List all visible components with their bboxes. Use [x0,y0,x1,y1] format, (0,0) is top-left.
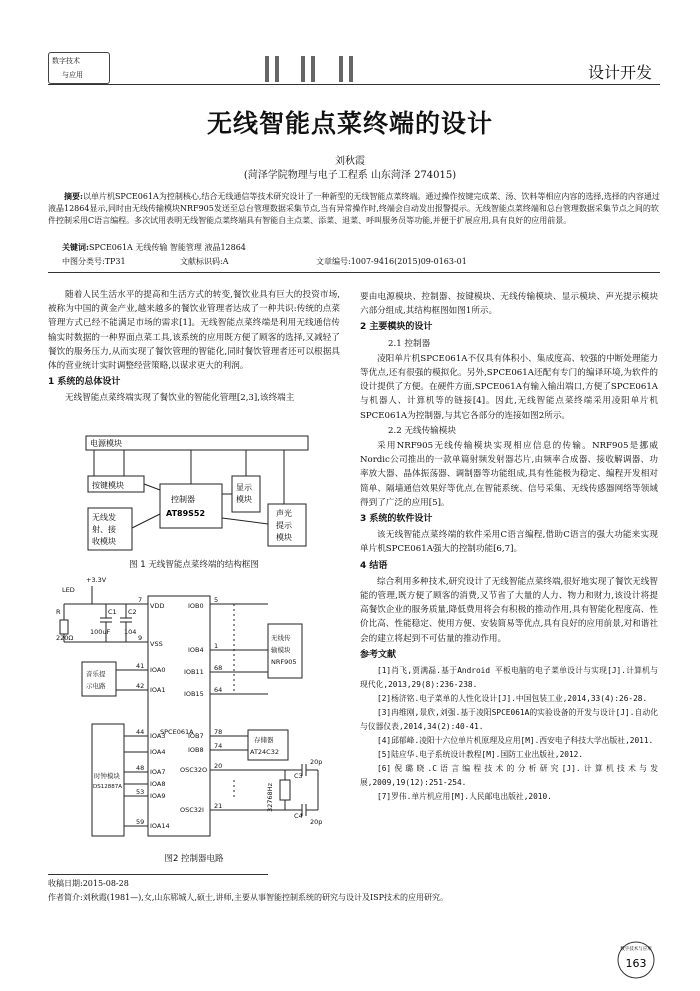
reference-3: [3]冉维刚,景欣,刘强.基于凌阳SPCE061A的实验设备的开发与设计[J].自动化与仪器仪表,2014,34(2):40-41. [360,708,658,732]
wireless-label-1: 无线发 [92,513,116,522]
pin-num-7: 7 [138,596,143,604]
sound-label-2: 提示 [276,521,292,530]
pin-num-41: 41 [136,662,145,670]
c3-label: C3 [294,772,303,780]
display-module-box [232,476,260,512]
c3-value: 20p [310,758,323,766]
pin-ioa8: IOA8 [150,780,166,788]
abstract-rule [48,272,660,273]
keywords-label: 关键词: [62,242,89,252]
abstract-text: 以单片机SPCE061A为控制核心,结合无线通信等技术研究设计了一种新型的无线智能点菜终端。通过操作按键完成菜、汤、饮料等相应内容的选择,选择的内容通过液晶12864显示,同时由无线传输模块NRF905发送至总台管理数据采集节点,当有异常操作时,终端会自动发出报警提示。无线智能点菜终端和总台管理数据采集节点之间的软件控制采用C语言编程。多次试用表明无线智能点菜终端具有智能自主点菜、添菜、退菜、呼叫服务员等功能,并便于扩展应用,具有良好的应用前景。 [48,192,660,225]
pin-ioa9: IOA9 [150,792,166,800]
author-bio: 作者简介:刘秋霞(1981—),女,山东郓城人,硕士,讲师,主要从事智能控制系统的研究与设计及ISP技术的应用研究。 [48,893,449,902]
pin-num-1: 1 [214,642,219,650]
abstract [48,190,660,227]
clock-label-1: 时钟模块 [94,772,120,780]
pin-vss: VSS [150,640,163,648]
figure-2-controller-circuit [56,574,338,848]
reference-2: [2]杨济铭.电子菜单的人性化设计[J].中国包装工业,2014,33(4):26-28. [377,694,648,704]
reference-4: [4]邱郁峰.凌阳十六位单片机原理及应用[M].西安电子科技大学出版社,2011. [377,736,654,746]
controller-label: 控制器 [171,495,195,504]
chip-label: SPCE061A [160,728,194,736]
power-module-label: 电源模块 [90,439,122,448]
reference-7: [7]罗伟.单片机应用[M].人民邮电出版社,2010. [377,792,552,802]
keywords [62,242,246,253]
reference-5: [5]陆应华.电子系统设计教程[M].国防工业出版社,2012. [377,750,584,760]
music-circuit-box [82,662,116,696]
pin-ioa0: IOA0 [150,666,166,674]
left-column [48,288,340,406]
nrf-label-3: NRF905 [271,658,297,666]
figure-1-caption: 图 1 无线智能点菜终端的结构框图 [129,560,259,570]
r-label: R [56,608,61,616]
pin-num-48: 48 [136,764,145,772]
author: 刘秋霞 [335,156,365,167]
crystal-label: 32768Hz [266,783,274,812]
c4-label: C4 [294,812,303,820]
pin-iob15: IOB15 [184,690,204,698]
pin-num-9: 9 [138,634,143,642]
vcc-label: +3.3V [86,576,107,584]
nrf-label-1: 无线传 [271,634,291,642]
c1-label: C1 [108,608,117,616]
music-label-1: 音乐提 [86,670,106,678]
heading-4: 4 结语 [360,560,388,571]
intro-paragraph: 随着人民生活水平的提高和生活方式的转变,餐饮业具有巨大的投资市场,被称为中国的黄金产业,越来越多的餐饮业管理者达成了一种共识:传统的点菜管理方式已经不能满足市场的需求[1]。无线智能点菜终端是利用无线通信传输实时数据的一种界面点菜工具,该系统的应用既方便了顾客的选择,又减轻了餐饮的服务压力,从而实现了餐饮管理的智能化,同时餐饮管理者还可以根据具体的营业统计实时调整经营策略,以谋求更大的利润。 [48,290,340,372]
pin-vdd: VDD [150,602,165,610]
pin-iob8: IOB8 [188,746,204,754]
sound-label-3: 模块 [276,533,292,542]
section1-continued: 要由电源模块、控制器、按键模块、无线传输模块、显示模块、声光提示模块六部分组成,其结构框图如图1所示。 [360,292,658,317]
pin-ioa4: IOA4 [150,748,166,756]
section1-paragraph: 无线智能点菜终端实现了餐饮业的智能化管理[2,3],该终端主 [65,393,295,404]
memory-label-1: 存储器 [254,736,274,744]
pin-osc32o: OSC32O [180,766,208,774]
memory-label-2: AT24C32 [250,748,279,756]
document-code: 文献标识码:A [180,257,229,266]
music-label-2: 示电路 [86,682,106,690]
pin-iob11: IOB11 [184,668,204,676]
header-decoration [265,56,385,82]
pin-num-68: 68 [214,664,223,672]
pin-ioa3: IOA3 [150,732,166,740]
figure-1-block-diagram [84,434,314,554]
clc-number: 中图分类号:TP31 [62,257,126,266]
c4-value: 20p [310,818,323,826]
nrf-label-2: 输模块 [271,646,291,654]
page-number-badge [616,940,656,980]
reference-1: [1]肖飞,贾满磊.基于Android 平板电脑的电子菜单设计与实现[J].计算机与现代化,2013,29(8):236-238. [360,666,658,690]
pin-num-59: 59 [136,818,145,826]
journal-name-line2: 与应用 [62,71,83,79]
pin-num-5: 5 [214,596,219,604]
pin-num-74: 74 [214,742,223,750]
display-label-2: 模块 [236,495,252,504]
pin-ioa14: IOA14 [150,822,170,830]
paper-title: 无线智能点菜终端的设计 [206,109,493,138]
c2-value: 104 [124,628,137,636]
c2-label: C2 [128,608,137,616]
footnote-rule [48,874,268,875]
header-rule [48,84,660,85]
pin-num-78: 78 [214,728,223,736]
pin-iob4: IOB4 [188,646,204,654]
pin-num-20: 20 [214,762,223,770]
clock-label-2: DS12887A [93,784,122,790]
pin-num-42: 42 [136,682,145,690]
pin-num-64: 64 [214,686,223,694]
pin-num-21: 21 [214,802,223,810]
c1-value: 100uF [90,628,111,636]
pin-ioa7: IOA7 [150,768,166,776]
figure-2-caption: 图2 控制器电路 [164,854,224,864]
heading-2-2: 2.2 无线传输模块 [388,425,456,436]
key-module-label: 按键模块 [92,481,124,490]
r-value: 220Ω [56,634,74,642]
abstract-label: 摘要: [64,191,83,201]
badge-text: 数字技术与应用 [620,947,652,952]
received-date: 收稿日期:2015-08-28 [48,879,129,888]
wireless-label-2: 射、接 [92,525,116,534]
keywords-text: SPCE061A 无线传输 智能管理 液晶12864 [88,243,246,252]
heading-1: 1 系统的总体设计 [48,377,121,388]
references-title: 参考文献 [360,649,397,660]
heading-3: 3 系统的软件设计 [360,514,433,525]
sound-label-1: 声光 [276,509,292,518]
controller-chip-label: AT89S52 [166,509,206,518]
page-number: 163 [625,957,647,970]
journal-name-line1: 数字技术 [52,57,80,65]
pin-iob7: IOB7 [188,732,204,740]
reference-6: [6]倪璐晓.C语言编程技术的分析研究[J].计算机技术与发展,2009,19(12):251-254. [360,764,658,788]
section-label: 设计开发 [587,63,652,82]
pin-num-53: 53 [136,788,145,796]
controller-box [160,484,222,528]
resistor-r [60,620,68,634]
section2-2-paragraph: 采用NRF905无线传输模块实现相应信息的传输。NRF905是挪威Nordic公司推出的一款单篇射频发射器芯片,由频率合成器、接收解调器、功率放大器、晶体振荡器、调制器等功能组成,具有性能极为稳定、编程开发相对简单、隔墙通信效果好等优点,在智能系统、信号采集、无线传感器网络等领域得到了广泛的应用[5]。 [360,441,658,508]
section2-1-paragraph: 凌阳单片机SPCE061A不仅具有体积小、集成度高、较强的中断处理能力等优点,还有很强的模拟化。另外,SPCE061A还配有专门的编译环境,为软件的设计提供了方便。在硬件方面,SPCE061A有输入输出端口,方便了SPCE061A与机器人、计算机等的链接[4]。因此,无线智能点菜终端采用凌阳单片机SPCE061A为控制器,与其它各部分的连接如图2所示。 [360,353,658,421]
right-column [360,290,658,804]
heading-2-1: 2.1 控制器 [388,338,431,349]
section4-paragraph: 综合利用多种技术,研究设计了无线智能点菜终端,很好地实现了餐饮无线智能的管理,既方便了顾客的消费,又节省了大量的人力、物力和财力,该设计将提高餐饮企业的服务质量,降低费用将会有积极的推动作用,具有智能化程度高、性价比高、性能稳定、使用方便、安装简易等优点,具有良好的应用前景,对和谐社会的建立将起到不可估量的推动作用。 [360,576,658,644]
pin-ioa1: IOA1 [150,686,166,694]
crystal-32768 [280,780,290,800]
led-label: LED [62,586,75,594]
affiliation: (菏泽学院物理与电子工程系 山东菏泽 274015) [243,170,457,181]
section3-paragraph: 该无线智能点菜终端的软件采用C语言编程,借助C语言的强大功能来实现单片机SPCE061A强大的控制功能[6,7]。 [360,530,658,555]
heading-2: 2 主要模块的设计 [360,322,433,333]
clock-module-box [92,724,124,836]
display-label-1: 显示 [236,483,252,492]
wireless-label-3: 收模块 [92,537,116,546]
spce061a-chip [148,596,210,836]
pin-num-44: 44 [136,728,145,736]
pin-iob0: IOB0 [188,602,204,610]
article-number: 文章编号:1007-9416(2015)09-0163-01 [316,257,467,266]
pin-osc32i: OSC32I [180,806,204,814]
